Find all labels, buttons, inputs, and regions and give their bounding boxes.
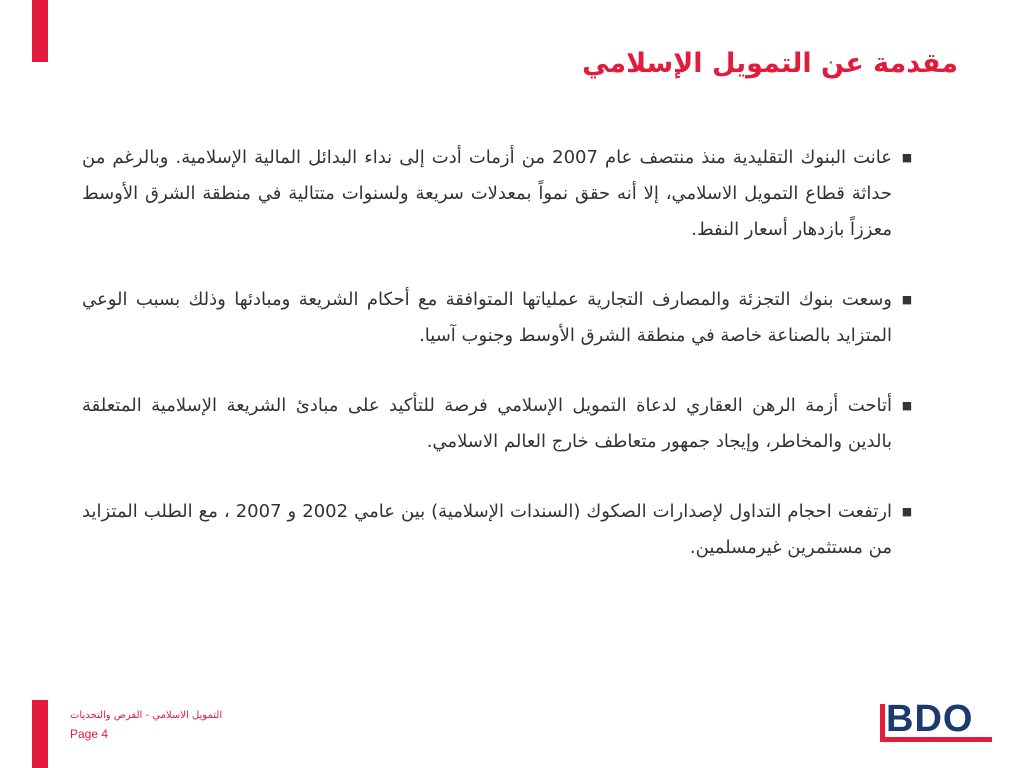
bullet-square-icon: ■ — [901, 293, 913, 306]
bullet-text: وسعت بنوك التجزئة والمصارف التجارية عملياتها المتوافقة مع أحكام الشريعة ومبادئها وذلك بسبب الوعي المتزايد بالصناعة خاصة في منطقة الشرق الأوسط وجنوب آسيا. — [82, 289, 892, 346]
logo-text: BDO — [886, 698, 974, 740]
bdo-logo — [880, 700, 994, 742]
bullet-text: أتاحت أزمة الرهن العقاري لدعاة التمويل الإسلامي فرصة للتأكيد على مبادئ الشريعة الإسلامية المتعلقة بالدين والمخاطر، وإيجاد جمهور متعاطف خارج العالم الاسلامي. — [82, 395, 892, 452]
bullet-square-icon: ■ — [901, 151, 913, 164]
bullet-text: ارتفعت احجام التداول لإصدارات الصكوك (السندات الإسلامية) بين عامي 2002 و 2007 ، مع الطلب المتزايد من مستثمرين غيرمسلمين. — [82, 501, 892, 558]
bottom-accent-bar — [32, 700, 48, 768]
footer — [70, 710, 222, 741]
bullet-item — [82, 140, 922, 248]
page-number: Page 4 — [70, 727, 109, 741]
bullet-item — [82, 388, 922, 460]
bullet-item — [82, 282, 922, 354]
bullet-item — [82, 494, 922, 566]
bullet-square-icon: ■ — [901, 399, 913, 412]
top-accent-bar — [32, 0, 48, 62]
slide-title: مقدمة عن التمويل الإسلامي — [582, 48, 958, 79]
bullet-square-icon: ■ — [901, 505, 913, 518]
bullet-list — [82, 140, 922, 600]
bullet-text: عانت البنوك التقليدية منذ منتصف عام 2007 من أزمات أدت إلى نداء البدائل المالية الإسلامية. وبالرغم من حداثة قطاع التمويل الاسلامي، إلا أنه حقق نمواً بمعدلات سريعة ولسنوات متتالية في منطقة الشرق الأوسط معززاً بازدهار أسعار النفط. — [82, 147, 892, 240]
footer-subtitle: التمويل الاسلامي - الفرص والتحديات — [70, 710, 223, 721]
